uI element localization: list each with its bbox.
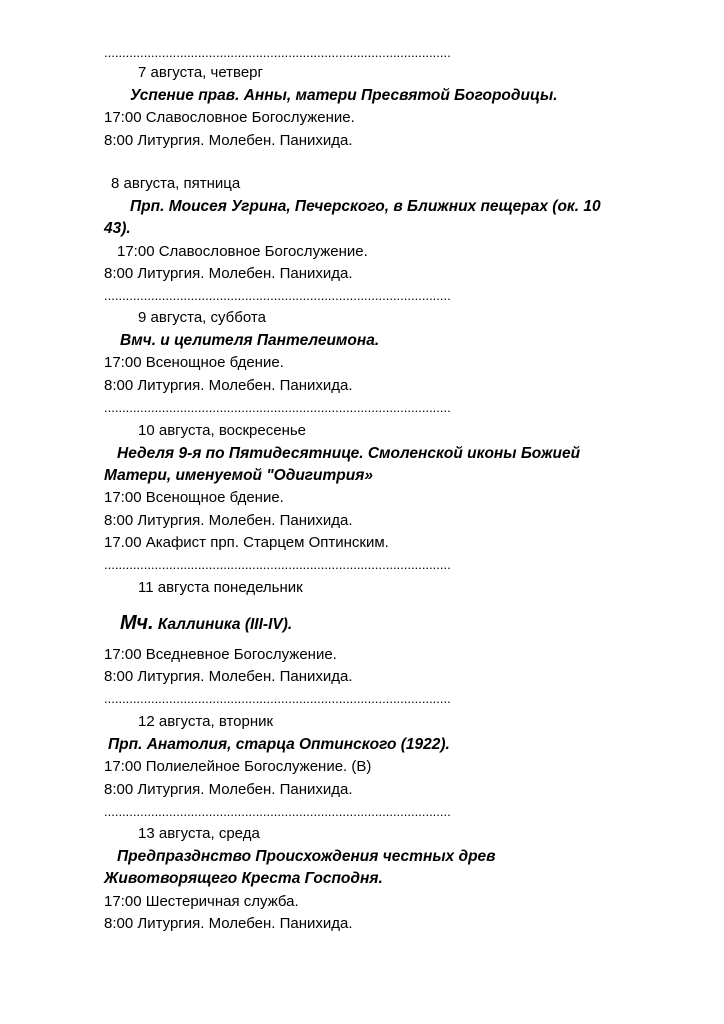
service-line: 8:00 Литургия. Молебен. Панихида. <box>104 781 353 798</box>
service-line: 17:00 Славословное Богослужение. <box>117 243 368 260</box>
feast-title-cont: Матери, именуемой "Одигитрия» <box>104 467 373 484</box>
separator: ................................................................................................ <box>104 288 451 303</box>
service-line: 8:00 Литургия. Молебен. Панихида. <box>104 377 353 394</box>
service-line: 8:00 Литургия. Молебен. Панихида. <box>104 265 353 282</box>
day-date: 10 августа, воскресенье <box>138 422 307 439</box>
feast-title: Прп. Анатолия, старца Оптинского (1922). <box>108 736 450 753</box>
feast-title-cont: Животворящего Креста Господня. <box>104 870 383 887</box>
feast-title: Неделя 9-я по Пятидесятнице. Смоленской иконы Божией <box>117 445 581 462</box>
day-date: 11 августа понедельник <box>138 579 303 596</box>
service-line: 8:00 Литургия. Молебен. Панихида. <box>104 668 353 685</box>
feast-title: Вмч. и целителя Пантелеимона. <box>120 332 380 349</box>
feast-title <box>120 610 292 636</box>
service-line: 17:00 Всенощное бдение. <box>104 489 284 506</box>
feast-title: Успение прав. Анны, матери Пресвятой Богородицы. <box>130 87 558 104</box>
day-date: 13 августа, среда <box>138 825 260 842</box>
service-line: 17:00 Славословное Богослужение. <box>104 109 355 126</box>
service-line: 17:00 Шестеричная служба. <box>104 893 299 910</box>
service-line: 17:00 Вседневное Богослужение. <box>104 646 337 663</box>
separator: ................................................................................................ <box>104 400 451 415</box>
day-date: 7 августа, четверг <box>138 64 263 81</box>
separator: ................................................................................................ <box>104 691 451 706</box>
service-line: 8:00 Литургия. Молебен. Панихида. <box>104 132 353 149</box>
feast-rest: Каллиника (III-IV). <box>153 616 293 633</box>
separator: ................................................................................................ <box>104 45 451 60</box>
feast-title: Предпразднство Происхождения честных древ <box>117 848 496 865</box>
day-date: 9 августа, суббота <box>138 309 266 326</box>
separator: ................................................................................................ <box>104 804 451 819</box>
feast-initial: Мч. <box>120 612 154 634</box>
service-line: 8:00 Литургия. Молебен. Панихида. <box>104 512 353 529</box>
service-line: 8:00 Литургия. Молебен. Панихида. <box>104 915 353 932</box>
feast-title-cont: 43). <box>104 220 131 237</box>
separator: ................................................................................................ <box>104 557 451 572</box>
service-line: 17:00 Всенощное бдение. <box>104 354 284 371</box>
day-date: 8 августа, пятница <box>111 175 241 192</box>
service-line: 17.00 Акафист прп. Старцем Оптинским. <box>104 534 389 551</box>
service-line: 17:00 Полиелейное Богослужение. (В) <box>104 758 372 775</box>
feast-title: Прп. Моисея Угрина, Печерского, в Ближних пещерах (ок. 10 <box>130 198 601 215</box>
day-date: 12 августа, вторник <box>138 713 274 730</box>
